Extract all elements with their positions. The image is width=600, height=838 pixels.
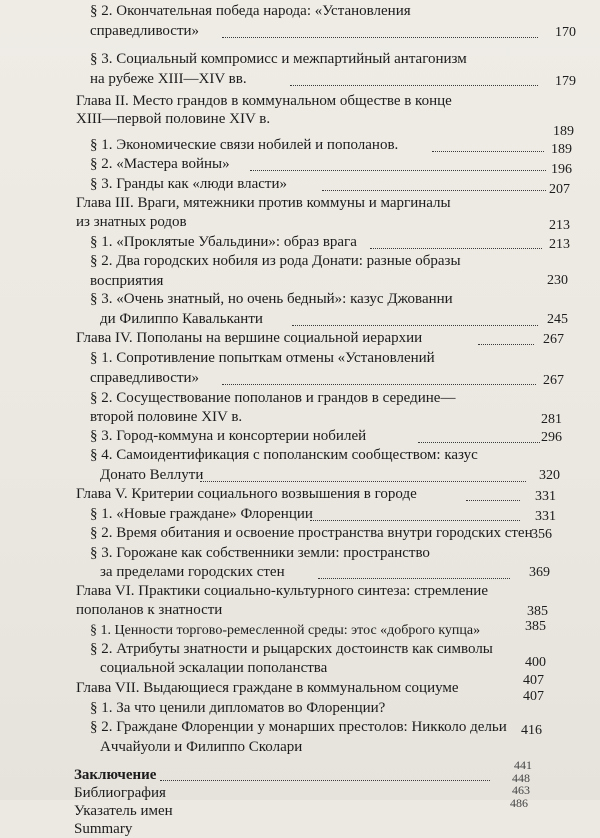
toc-page-number: 196 xyxy=(551,162,572,177)
toc-entry-line: § 1. Сопротивление попыткам отмены «Установлений xyxy=(90,350,435,366)
toc-chapter-line: из знатных родов xyxy=(76,214,187,230)
toc-page-number: 189 xyxy=(551,142,572,157)
toc-leader-dots xyxy=(292,325,538,326)
toc-entry-line: § 2. Граждане Флоренции у монарших престолов: Никколо дельи xyxy=(90,719,507,735)
toc-leader-dots xyxy=(250,170,546,171)
toc-page-number: 179 xyxy=(555,74,576,89)
toc-entry-line: Донато Веллути xyxy=(100,467,204,483)
toc-page-number: 448 xyxy=(512,771,530,785)
toc-leader-dots xyxy=(310,520,520,521)
toc-page-number: 416 xyxy=(521,723,542,738)
toc-page-number: 267 xyxy=(543,373,564,388)
toc-entry-line: § 1. За что ценили дипломатов во Флоренции? xyxy=(90,700,386,716)
toc-entry-line: § 2. Окончательная победа народа: «Установления xyxy=(90,3,411,19)
toc-entry-line: § 1. «Проклятые Убальдини»: образ врага xyxy=(90,234,357,250)
toc-page-number: 486 xyxy=(510,796,528,810)
toc-entry-line: социальной эскалации пополанства xyxy=(100,660,328,676)
toc-chapter-line: Глава IV. Пополаны на вершине социальной иерархии xyxy=(76,330,423,346)
toc-chapter-line: Глава III. Враги, мятежники против коммуны и маргиналы xyxy=(76,195,451,211)
toc-leader-dots xyxy=(418,442,540,443)
toc-chapter-line: Глава V. Критерии социального возвышения в городе xyxy=(76,486,417,502)
toc-page-number: 296 xyxy=(541,430,562,445)
toc-leader-dots xyxy=(160,780,490,781)
toc-page-number: 400 xyxy=(525,655,546,670)
toc-entry-line: § 3. Гранды как «люди власти» xyxy=(90,176,287,192)
toc-entry-line: § 3. «Очень знатный, но очень бедный»: казус Джованни xyxy=(90,291,453,307)
toc-page-number: 407 xyxy=(523,673,544,688)
toc-entry-line: § 2. Два городских нобиля из рода Донати: разные образы xyxy=(90,253,461,269)
toc-page-number: 331 xyxy=(535,489,556,504)
toc-entry-line: восприятия xyxy=(90,273,164,289)
toc-entry-line: § 2. Время обитания и освоение пространства внутри городских стен xyxy=(90,525,533,541)
toc-entry-line: ди Филиппо Кавальканти xyxy=(100,311,263,327)
toc-page-number: 331 xyxy=(535,509,556,524)
toc-entry-line: § 2. Атрибуты знатности и рыцарских достоинств как символы xyxy=(90,641,493,657)
toc-entry-line: § 4. Самоидентификация с пополанским сообществом: казус xyxy=(90,447,478,463)
toc-chapter-line: Глава II. Место грандов в коммунальном обществе в конце xyxy=(76,93,452,109)
toc-page-number: 281 xyxy=(541,412,562,427)
toc-page-number: 189 xyxy=(553,124,574,139)
toc-entry-line: § 1. Ценности торгово-ремесленной среды: этос «доброго купца» xyxy=(90,623,481,638)
toc-bibliography: Библиография xyxy=(74,785,166,801)
toc-leader-dots xyxy=(478,344,534,345)
toc-entry-line: на рубеже XIII—XIV вв. xyxy=(90,71,247,87)
toc-leader-dots xyxy=(432,151,544,152)
toc-conclusion: Заключение xyxy=(74,767,157,783)
toc-leader-dots xyxy=(370,248,542,249)
toc-entry-line: § 1. Экономические связи нобилей и пополанов. xyxy=(90,137,399,153)
toc-leader-dots xyxy=(466,500,520,501)
toc-page-number: 245 xyxy=(547,312,568,327)
toc-page-number: 170 xyxy=(555,25,576,40)
toc-summary: Summary xyxy=(74,821,133,837)
toc-leader-dots xyxy=(322,190,546,191)
toc-leader-dots xyxy=(222,384,536,385)
toc-entry-line: § 3. Горожане как собственники земли: пространство xyxy=(90,545,430,561)
toc-leader-dots xyxy=(318,578,510,579)
toc-entry-line: § 2. «Мастера войны» xyxy=(90,156,230,172)
toc-entry-line: справедливости» xyxy=(90,370,200,386)
toc-chapter-line: Глава VII. Выдающиеся граждане в коммунальном социуме xyxy=(76,680,459,696)
toc-chapter-line: XIII—первой половине XIV в. xyxy=(76,111,271,127)
toc-page-number: 385 xyxy=(525,619,546,634)
toc-entry-line: за пределами городских стен xyxy=(100,564,285,580)
toc-page-number: 213 xyxy=(549,237,570,252)
toc-chapter-line: Глава VI. Практики социально-культурного синтеза: стремление xyxy=(76,583,488,599)
toc-entry-line: § 3. Город-коммуна и консортерии нобилей xyxy=(90,428,367,444)
toc-entry-line: второй половине XIV в. xyxy=(90,409,243,425)
toc-page-number: 213 xyxy=(549,218,570,233)
toc-entry-line: справедливости» xyxy=(90,23,200,39)
toc-page-number: 356 xyxy=(531,527,552,542)
toc-index: Указатель имен xyxy=(74,803,173,819)
toc-page-number: 267 xyxy=(543,332,564,347)
toc-page-number: 407 xyxy=(523,689,544,704)
toc-leader-dots xyxy=(222,37,538,38)
toc-page-number: 207 xyxy=(549,182,570,197)
toc-entry-line: § 3. Социальный компромисс и межпартийный антагонизм xyxy=(90,51,467,67)
toc-chapter-line: пополанов к знатности xyxy=(76,602,223,618)
toc-page-number: 463 xyxy=(512,783,530,797)
toc-entry-line: § 2. Сосуществование пополанов и грандов в середине— xyxy=(90,390,456,406)
toc-leader-dots xyxy=(200,481,526,482)
toc-page-number: 230 xyxy=(547,273,568,288)
toc-entry-line: Аччайуоли и Филиппо Сколари xyxy=(100,739,303,755)
toc-leader-dots xyxy=(290,85,538,86)
toc-page-number: 441 xyxy=(514,758,532,772)
toc-page-number: 320 xyxy=(539,468,560,483)
toc-page-number: 385 xyxy=(527,604,548,619)
toc-entry-line: § 1. «Новые граждане» Флоренции xyxy=(90,506,313,522)
toc-page-number: 369 xyxy=(529,565,550,580)
